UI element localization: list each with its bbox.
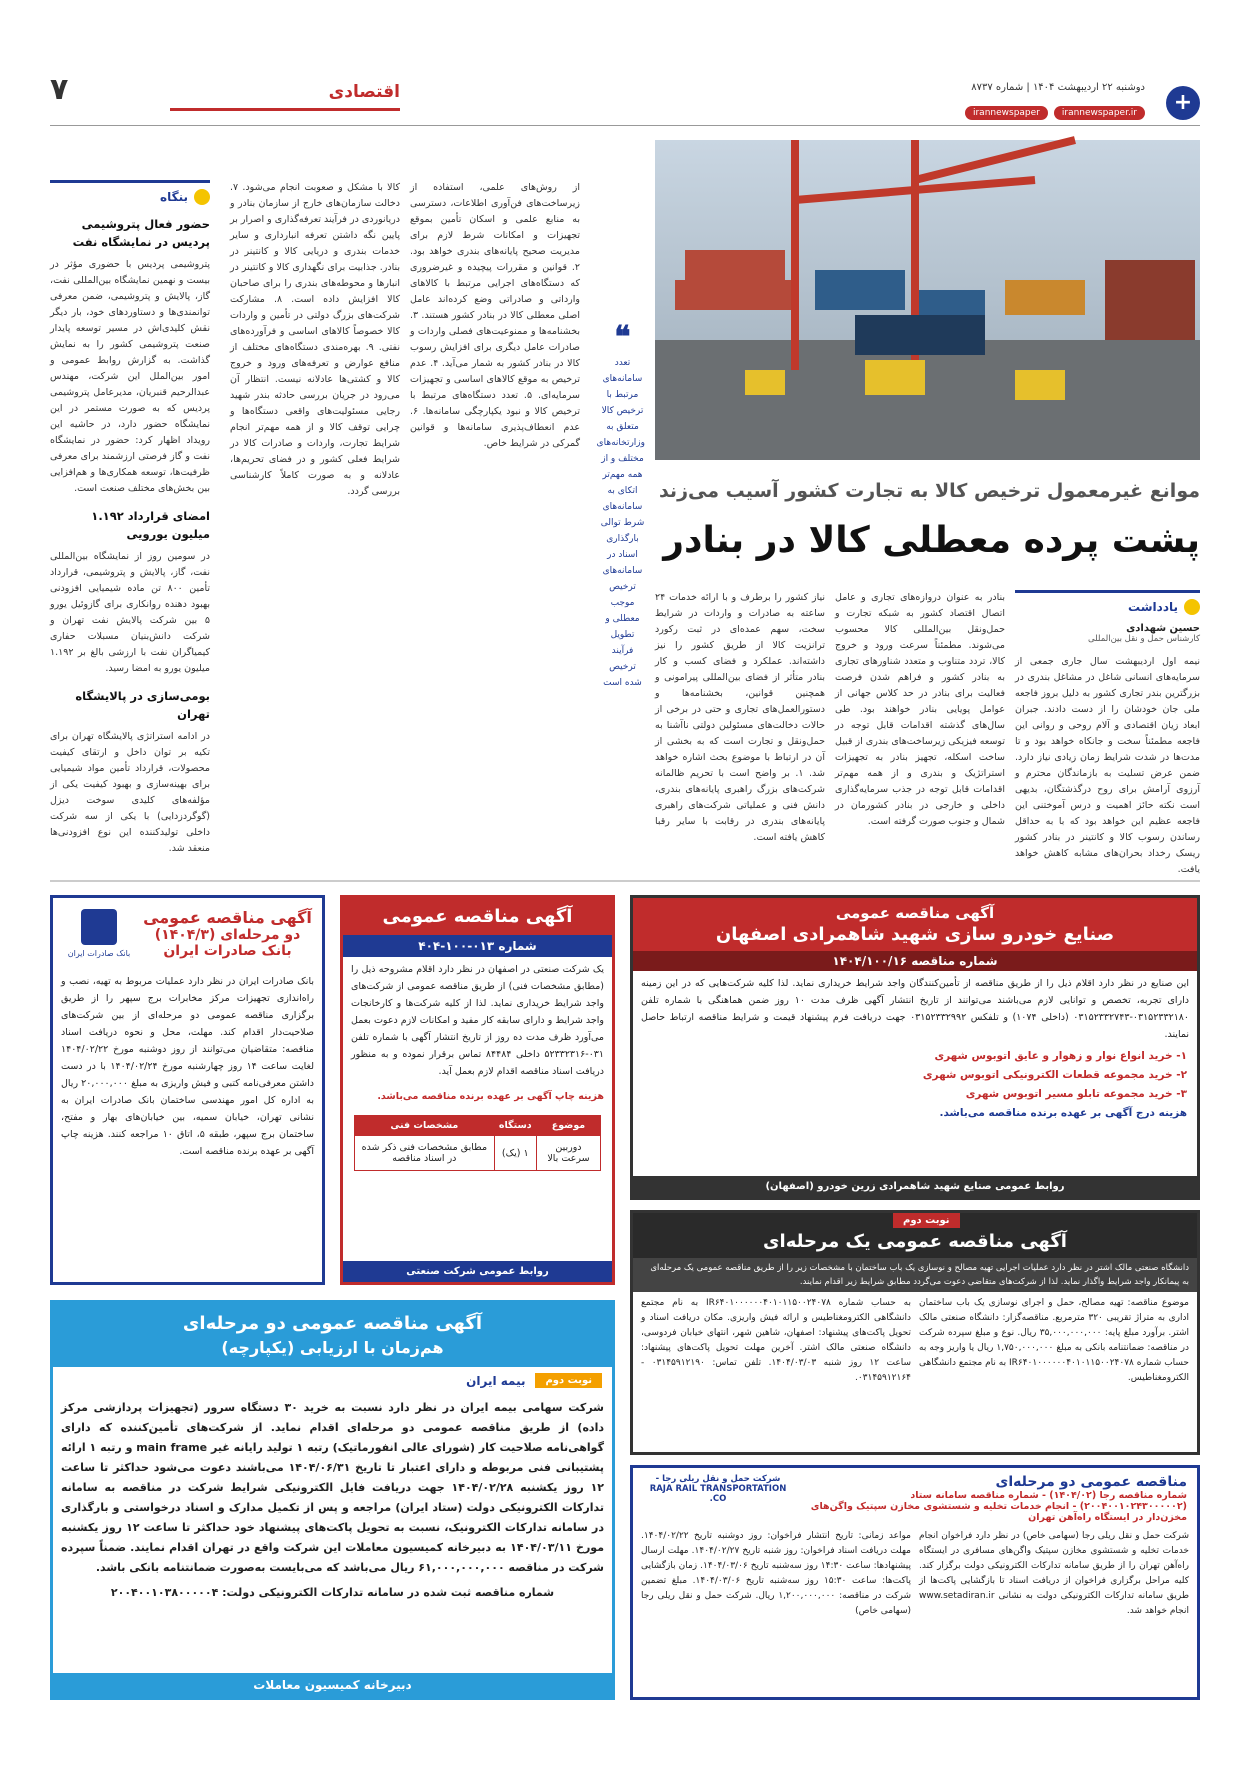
ad-columns	[633, 1529, 1197, 1619]
news-body: در ادامه استراتژی پالایشگاه تهران برای تکیه بر توان داخل و ارتقای کیفیت محصولات، قرارداد تأمین مواد شیمیایی برای بهینه‌سازی و بهبود کیفیت یکی از مؤلفه‌های کلیدی سوخت دیزل (گوگردزدایی) با یکی از سه شرکت داخلی تولیدکننده این نوع افزودنی‌ها منعقد شد.	[50, 731, 210, 854]
notice-tag: نوبت دوم	[535, 1373, 602, 1388]
ad-footer: دبیرخانه کمیسیون معاملات	[53, 1673, 612, 1697]
banegah-label: بنگاه	[160, 190, 188, 204]
ad-header	[633, 898, 1197, 951]
article-column: کالا با مشکل و صعوبت انجام می‌شود. ۷. دخالت سازمان‌های خارج از سازمان بنادر و دریانوردی در فرآیند تعرفه‌گذاری و اصرار بر پایین نگه داشتن تعرفه انبارداری و سایر خدمات بندری و دریایی کالا و کانتینر در بنادر. جذابیت برای نگهداری کالا و کانتینر در انبارها و محوطه‌های بندری را برای صاحبان کالا افزایش داده است. ۸. مشارکت شرکت‌های بزرگ دولتی در تأمین و واردات کالا خصوصاً کالاهای اساسی و فرآورده‌های نفتی. ۹. بهره‌مندی دستگاه‌های مختلف از منافع عوارض و تعرفه‌های ورود و خروج کالا و کشتی‌ها عادلانه نیست. انتظار آن می‌رود در جریان بررسی حادثه بندر شهید رجایی مسئولیت‌های واقعی دستگاه‌ها و چرایی توقف کالا و از همه مهم‌تر انجام شرایط تجارت، واردات و صادرات کالا در شرایط فعلی کشور و در فضای تحریم‌ها، عادلانه و به صورت کاملاً کارشناسی بررسی گردد.	[230, 182, 401, 497]
ad-note: هزینه چاپ آگهی بر عهده برنده مناقصه می‌باشد.	[377, 1091, 604, 1102]
tender-items	[633, 1047, 1197, 1123]
tender-ad-shahmoradi	[630, 895, 1200, 1200]
note-header	[1015, 590, 1200, 615]
tender-ad-bimeh-iran	[50, 1300, 615, 1700]
page-header	[50, 72, 1200, 122]
divider	[50, 880, 1200, 882]
table-row	[354, 1136, 600, 1171]
ad-body: این صنایع در نظر دارد اقلام ذیل را از طریق مناقصه از تأمین‌کنندگان واجد شرایط خریداری نماید. لذا کلیه شرکت‌هایی که در این زمینه دارای تجربه، تخصص و توانایی لازم می‌باشند می‌توانند از تاریخ انتشار آگهی ظرف مدت ۱۰ روز ضمن هماهنگی با شماره تلفن ۰۳۱۵۲۳۳۲۱۸۰-۰۳۱۵۲۳۳۲۷۴۳ (داخلی ۱۰۷۴) و تلفکس ۰۳۱۵۲۳۳۲۹۹۲ جهت دریافت فرم پیشنهاد قیمت و شرایط مناقصه ارتباط حاصل نمایند.	[641, 978, 1190, 1040]
table-cell: مطابق مشخصات فنی ذکر شده در اسناد مناقصه	[354, 1136, 494, 1171]
article-column: بنادر به عنوان دروازه‌های تجاری و عامل اتصال اقتصاد کشور به شبکه تجارت و حمل‌ونقل بین‌المللی کالا محسوب می‌شوند. مطمئناً سرعت ورود و خروج کالا، تردد متناوب و متعدد شناورهای تجاری به بنادر کشور و فراهم شدن فرصت فعالیت برای بنادر در حد کلاس جهانی از عوامل پویایی بنادر خواهند بود. طی سال‌های گذشته اقدامات قابل توجه در توسعه فیزیکی زیرساخت‌های بندری از قبیل ساخت اسکله، تجهیز بنادر به تجهیزات استراتژیک و بندری و از همه مهم‌تر اقدامات قابل توجه در جذب سرمایه‌گذاری داخلی و خارجی در بنادر کشورمان در شمال و جنوب صورت گرفته است.	[835, 592, 1005, 827]
ad-header	[633, 1468, 1197, 1529]
tender-item: ۱- خرید انواع نوار و زهوار و عایق اتوبوس شهری	[934, 1050, 1187, 1062]
tender-ad-industrial	[340, 895, 615, 1285]
ad-title: آگهی مناقصه عمومی	[835, 904, 995, 922]
table-cell: دوربین سرعت بالا	[536, 1136, 601, 1171]
instagram-handle[interactable]: irannewspaper	[965, 106, 1048, 120]
author-role: کارشناس حمل و نقل بین‌المللی	[1088, 634, 1200, 644]
pull-quote	[596, 320, 645, 691]
port-photo	[655, 140, 1200, 460]
ad-note: هزینه درج آگهی بر عهده برنده مناقصه می‌باشد.	[939, 1107, 1187, 1119]
ad-intro: دانشگاه صنعتی مالک اشتر در نظر دارد عملیات اجرایی تهیه مصالح و نوسازی یک باب ساختمان با مشخصات زیر را از طریق مناقصه عمومی یک مرحله‌ای به پیمانکار واجد شرایط واگذار نماید. لذا از شرکت‌های متقاضی دعوت می‌گردد مطابق شرایط زیر اقدام نمایند.	[633, 1258, 1197, 1292]
yellow-dot-icon	[194, 189, 210, 205]
notice-tag: نوبت دوم	[893, 1213, 960, 1228]
yellow-dot-icon	[1184, 599, 1200, 615]
ad-title: بانک صادرات ایران	[163, 943, 292, 959]
article-column: از روش‌های علمی، استفاده از زیرساخت‌های فن‌آوری اطلاعات، دسترسی به منابع علمی و اسکان تأمین بموقع تجهیزات و امکانات شرط لازم برای مدیریت صحیح پایانه‌های بندری خواهد بود. ۲. قوانین و مقررات پیچیده و غیرضروری که دستگاه‌های اجرایی مرتبط با کالاهای وارداتی و صادراتی وضع کرده‌اند عامل اصلی معطلی کالا در بنادر کشور هستند. ۳. بخشنامه‌ها و ممنوعیت‌های فصلی واردات و صادرات عامل دیگری برای افزایش رسوب کالا در بنادر کشور به شمار می‌آید. ۴. عدم ترخیص به موقع کالاهای اساسی و تجهیزات سرمایه‌ای. ۵. تعدد دستگاه‌های مرتبط با ترخیص کالا و نبود یکپارچگی سامانه‌ها. ۶. عدم انعطاف‌پذیری سامانه‌ها و قوانین گمرکی در شرایط خاص.	[410, 182, 580, 449]
ad-title: آگهی مناقصه عمومی	[382, 906, 573, 927]
ad-footer: روابط عمومی صنایع شهید شاهمرادی زرین خودرو (اصفهان)	[633, 1176, 1197, 1197]
table-header: موضوع	[536, 1116, 601, 1136]
date-line: دوشنبه ۲۲ اردیبهشت ۱۴۰۴ | شماره ۸۷۳۷	[971, 82, 1145, 93]
table-cell: ۱ (یک)	[494, 1136, 536, 1171]
container-port-image	[655, 140, 1200, 460]
news-title: امضای قرارداد ۱.۱۹۲ میلیون یورویی	[91, 509, 210, 541]
news-title: بومی‌سازی در پالایشگاه تهران	[75, 689, 210, 721]
table-header: دستگاه	[494, 1116, 536, 1136]
tender-item: ۳- خرید مجموعه تابلو مسیر اتوبوس شهری	[965, 1088, 1187, 1100]
tender-number: شماره مناقصه رجا (۱۴۰۴/۰۲) - شماره مناقصه سامانه ستاد (۲۰۰۴۰۰۱۰۲۴۳۰۰۰۰۰۲) - انجام خدمات تخلیه و شستشوی مخازن سپتیک واگن‌های مخزن‌دار در ایستگاه راه‌آهن تهران	[810, 1490, 1187, 1523]
website-link[interactable]: irannewspaper.ir	[1054, 106, 1145, 120]
ad-title: آگهی مناقصه عمومی یک مرحله‌ای	[763, 1231, 1067, 1252]
news-title: حضور فعال پتروشیمی پردیس در نمایشگاه نفت	[72, 217, 210, 249]
ad-footer: روابط عمومی شرکت صنعتی	[343, 1261, 612, 1282]
note-body: نیمه اول اردیبهشت سال جاری جمعی از سرمایه‌های انسانی شاغل در مشاغل بندری در بزرگترین بندر تجاری کشور به دلیل بروز فاجعه ملی جان خودشان را از دست دادند. جبران ابعاد زیان اقتصادی و آلام روحی و روانی این فاجعه مطمئناً سخت و جانکاه خواهد بود و تا مدت‌ها در شدت شرایط زمان زیادی نیاز دارد. ضمن عرض تسلیت به بازماندگان محترم و آرزوی آرامش برای روح درگذشتگان، بدیهی است نکته حائز اهمیت و درس آموختنی این فاجعه عظیم این خواهد بود که با به حداقل رساندن رسوب کالا و کانتینر در بنادر کشور ریسک رخداد بحران‌های مشابه کاهش خواهد یافت.	[1015, 656, 1200, 875]
ad-body: شرکت حمل و نقل ریلی رجا (سهامی خاص) در نظر دارد فراخوان انجام خدمات تخلیه و شستشوی مخازن سپتیک واگن‌های مسافری در ایستگاه راه‌آهن تهران را از طریق سامانه تدارکات الکترونیکی دولت برگزار کند. کلیه مراحل برگزاری فراخوان از دریافت اسناد تا بازگشایی پاکت‌ها از طریق سامانه تدارکات الکترونیکی دولت به نشانی www.setadiran.ir انجام خواهد شد.	[919, 1531, 1189, 1616]
pull-quote-text: تعدد سامانه‌های مرتبط با ترخیص کالا متعلق به وزارتخانه‌های مختلف و از همه مهم‌تر اتکای به سامانه‌های شرط توالی بارگذاری اسناد در سامانه‌های ترخیص موجب معطلی و تطویل فرآیند ترخیص شده است	[596, 358, 645, 688]
insurer-logo-text: بیمه ایران	[466, 1373, 526, 1388]
tender-ad-raja	[630, 1465, 1200, 1700]
tender-table	[354, 1115, 601, 1171]
ad-title: هم‌زمان با ارزیابی (یکپارچه)	[221, 1338, 444, 1357]
note-label: یادداشت	[1128, 600, 1178, 614]
ad-header	[53, 1303, 612, 1367]
quote-icon: ❝	[614, 320, 631, 355]
ad-title: آگهی مناقصه عمومی	[143, 908, 312, 927]
ad-body: شرکت سهامی بیمه ایران در نظر دارد نسبت به خرید ۳۰ دستگاه سرور (تجهیزات پردازشی مرکز داده) از طریق مناقصه عمومی دو مرحله‌ای اقدام نماید. از شرکت‌های تأمین‌کننده که دارای گواهی‌نامه صلاحیت کار (شورای عالی انفورماتیک) رتبه ۱ تولید رایانه غیر main frame و رتبه ۱ ارائه پشتیبانی فنی مربوطه و دارای اعتبار تا تاریخ ۱۴۰۴/۰۶/۳۱ می‌باشند دعوت می‌شود حداکثر تا ساعت ۱۲ روز یکشنبه ۱۴۰۴/۰۲/۲۸ جهت دریافت فایل الکترونیکی شرایط شرکت در مناقصه به سامانه تدارکات الکترونیکی دولت (ستاد ایران) مراجعه و پس از تکمیل مدارک و اسناد درخواستی و بارگذاری در سامانه تدارکات الکترونیک، نسبت به تحویل پاکت‌های پیشنهاد خود حداکثر تا ساعت ۱۲ روز یکشنبه مورخ ۱۴۰۴/۰۳/۱۱ به دبیرخانه کمیسیون معاملات این شرکت واقع در تهران اقدام نمایند. ضمناً سپرده شرکت در مناقصه ۶۱,۰۰۰,۰۰۰,۰۰۰ ریال می‌باشد که می‌بایست به‌صورت ضمانتنامه بانکی باشد.	[61, 1401, 605, 1574]
page-number: ۷	[50, 72, 69, 107]
tender-ad-bank-saderat	[50, 895, 325, 1285]
social-links	[965, 106, 1145, 120]
ad-body: بانک صادرات ایران در نظر دارد عملیات مربوط به تهیه، نصب و راه‌اندازی تجهیزات مرکز مخابرات برج سپهر را از طریق برگزاری مناقصه عمومی دو مرحله‌ای از بین شرکت‌های صلاحیت‌دار اقدام کند. مهلت، محل و نحوه دریافت اسناد مناقصه: متقاضیان می‌توانند از روز دوشنبه مورخ ۱۴۰۴/۰۲/۲۲ لغایت ساعت ۱۴ روز چهارشنبه مورخ ۱۴۰۴/۰۲/۲۴ با در دست داشتن معرفی‌نامه کتبی و فیش واریزی به مبلغ ۲۰,۰۰۰,۰۰۰ ریال به اداره کل امور مهندسی ساختمان بانک صادرات ایران به نشانی تهران، خیابان سمیه، بین خیابان‌های بهار و مفتح، ساختمان برج سپهر، طبقه ۵، اتاق ۱۰ مراجعه کنند. هزینه چاپ آگهی بر عهده برنده مناقصه است.	[61, 976, 314, 1157]
bank-logo-icon	[81, 909, 117, 945]
raja-logo-text: شرکت حمل و نقل ریلی رجا - RAJA RAIL TRANSPORTATION CO.	[649, 1474, 787, 1504]
article-kicker: موانع غیرمعمول ترخیص کالا به تجارت کشور آسیب می‌زند	[658, 480, 1200, 502]
ad-body: موضوع مناقصه: تهیه مصالح، حمل و اجرای نوسازی یک باب ساختمان اداری به متراژ تقریبی ۳۲۰ مترمربع. مناقصه‌گزار: دانشگاه صنعتی مالک اشتر. برآورد مبلغ پایه: ۳۵,۰۰۰,۰۰۰,۰۰۰ ریال. نوع و مبلغ سپرده شرکت در مناقصه: ضمانتنامه بانکی به مبلغ ۱,۷۵۰,۰۰۰,۰۰۰ ریال یا واریز وجه به حساب شماره IR۶۴۰۱۰۰۰۰۰۰۴۰۱۰۱۱۵۰۰۲۴۰۷۸ به نام مجتمع دانشگاهی الکترومغناطیس.	[919, 1298, 1189, 1383]
ad-header	[343, 898, 612, 935]
banegah-header	[50, 180, 210, 205]
ad-columns	[633, 1292, 1197, 1390]
banegah-column	[50, 180, 210, 854]
news-body: در سومین روز از نمایشگاه بین‌المللی نفت، گاز، پالایش و پتروشیمی، قرارداد تأمین ۸۰۰ تن ماده شیمیایی افزودنی بهبود دهنده روانکاری برای گازوئیل یورو ۵ بین شرکت پالایش نفت تهران و شرکت دانش‌بنیان مسبلات حفاری کیمیاگران نفت با ارزشی بالغ بر ۱.۱۹۲ میلیون یورو به امضا رسید.	[50, 551, 210, 674]
section-title: اقتصادی	[170, 82, 400, 111]
tender-number: شماره مناقصه ۱۴۰۴/۱۰۰/۱۶	[633, 951, 1197, 971]
ad-title: دو مرحله‌ای (۱۴۰۴/۳)	[154, 927, 301, 943]
note-column	[1015, 590, 1200, 875]
ad-subtitle: صنایع خودرو سازی شهید شاهمرادی اصفهان	[715, 924, 1115, 945]
registration-number: شماره مناقصه ثبت شده در سامانه تدارکات الکترونیکی دولت: ۲۰۰۴۰۰۱۰۳۸۰۰۰۰۰۴	[110, 1586, 555, 1599]
tender-number: شماره ۰۱۳-۱۰۰-۴۰۴	[343, 935, 612, 957]
ad-header	[53, 898, 322, 969]
ad-title: آگهی مناقصه عمومی دو مرحله‌ای	[182, 1313, 483, 1334]
article-column: نیاز کشور را برطرف و با ارائه خدمات ۲۴ ساعته به صادرات و واردات در شرایط سخت، سهم عمده‌ای در ثبت رکورد ترانزیت کالا از طریق کشور را نیز داشته‌اند. عملکرد و فضای کسب و کار بنادر متأثر از فضای بین‌المللی پیرامونی و همچنین قوانین، بخشنامه‌ها و دستورالعمل‌های تجاری و حتی در برخی از حالات دخالت‌های مسئولین دولتی ناآشنا به حمل‌ونقل و تجارت است که به بخشی از آن در ارتباط با موضوع بحث اشاره خواهد شد. ۱. بر واضح است با تحریم ظالمانه شرکت‌های بزرگ راهبری پایانه‌های بندری، دانش فنی و عملیاتی شرکت‌های راهبری پایانه‌های بندری در رقابت با سایر رقبا کاهش یافته است.	[655, 592, 825, 843]
author-name: حسین شهدادی	[1126, 623, 1200, 634]
article-headline: پشت پرده معطلی کالا در بنادر	[663, 520, 1200, 561]
plus-icon[interactable]: +	[1166, 86, 1200, 120]
table-header: مشخصات فنی	[354, 1116, 494, 1136]
ad-body: یک شرکت صنعتی در اصفهان در نظر دارد اقلام مشروحه ذیل را (مطابق مشخصات فنی) از طریق مناقصه عمومی از شرکت‌های واجد شرایط خریداری نماید. لذا از کلیه شرکت‌ها و کارخانجات واجد شرایط و دارای سابقه کار مفید و امکانات لازم دعوت بعمل می‌آورد ظرف مدت ده روز از تاریخ انتشار آگهی با شماره تلفن ۰۳۱-۵۲۳۳۲۳۱۶ داخلی ۸۴۴۸۴ تماس برقرار نموده و به منظور دریافت اسناد مناقصه اقدام لازم بعمل آید.	[351, 964, 604, 1077]
news-body: پتروشیمی پردیس با حضوری مؤثر در بیست و نهمین نمایشگاه بین‌المللی نفت، گاز، پالایش و پتروشیمی، ضمن معرفی توانمندی‌ها و دستاوردهای خود، بار دیگر نقش کلیدی‌اش در مسیر توسعه پایدار صنعت پتروشیمی کشور را به نمایش گذاشت. به گزارش روابط عمومی و امور بین‌الملل این شرکت، مهندس عبدالرحیم قنبریان، مدیرعامل پتروشیمی پردیس که به صورت مستمر در این نمایشگاه حضور دارد، در حاشیه این رویداد اظهار کرد: حضور در نمایشگاه نفت و گاز فرصتی ارزشمند برای معرفی ظرفیت‌ها، توسعه همکاری‌ها و هم‌افزایی بین بخش‌های مختلف صنعت است.	[50, 259, 210, 494]
ad-title: مناقصه عمومی دو مرحله‌ای	[995, 1474, 1187, 1490]
ad-body: به حساب شماره IR۶۴۰۱۰۰۰۰۰۰۴۰۱۰۱۱۵۰۰۲۴۰۷۸ به نام مجتمع دانشگاهی الکترومغناطیس و ارائه فیش واریزی. مکان دریافت اسناد و تحویل پاکت‌های پیشنهاد: اصفهان، شاهین شهر، انتهای خیابان فردوسی، دانشگاه صنعتی مالک اشتر. آخرین مهلت تحویل پاکت‌های پیشنهاد: ساعت ۱۲ روز شنبه ۱۴۰۴/۰۳/۰۳. تلفن تماس: ۰۳۱۴۵۹۱۲۱۹۰ - ۰۳۱۴۵۹۱۲۱۶۴.	[641, 1298, 911, 1383]
tender-ad-malek-ashtar	[630, 1210, 1200, 1455]
bank-logo-text: بانک صادرات ایران	[67, 949, 131, 958]
ad-body: مواعد زمانی: تاریخ انتشار فراخوان: روز دوشنبه تاریخ ۱۴۰۴/۰۲/۲۲. مهلت دریافت اسناد فراخوان: روز شنبه تاریخ ۱۴۰۴/۰۲/۲۷. مهلت ارسال پیشنهادها: ساعت ۱۴:۳۰ روز سه‌شنبه تاریخ ۱۴۰۴/۰۳/۰۶. زمان بازگشایی پاکت‌ها: ساعت ۱۵:۳۰ روز سه‌شنبه تاریخ ۱۴۰۴/۰۳/۰۶. مبلغ تضمین شرکت در مناقصه: ۱,۲۰۰,۰۰۰,۰۰۰ ریال. شرکت حمل و نقل ریلی رجا (سهامی خاص)	[641, 1531, 912, 1616]
tender-item: ۲- خرید مجموعه قطعات الکترونیکی اتوبوس شهری	[922, 1069, 1187, 1081]
divider	[50, 125, 1200, 126]
